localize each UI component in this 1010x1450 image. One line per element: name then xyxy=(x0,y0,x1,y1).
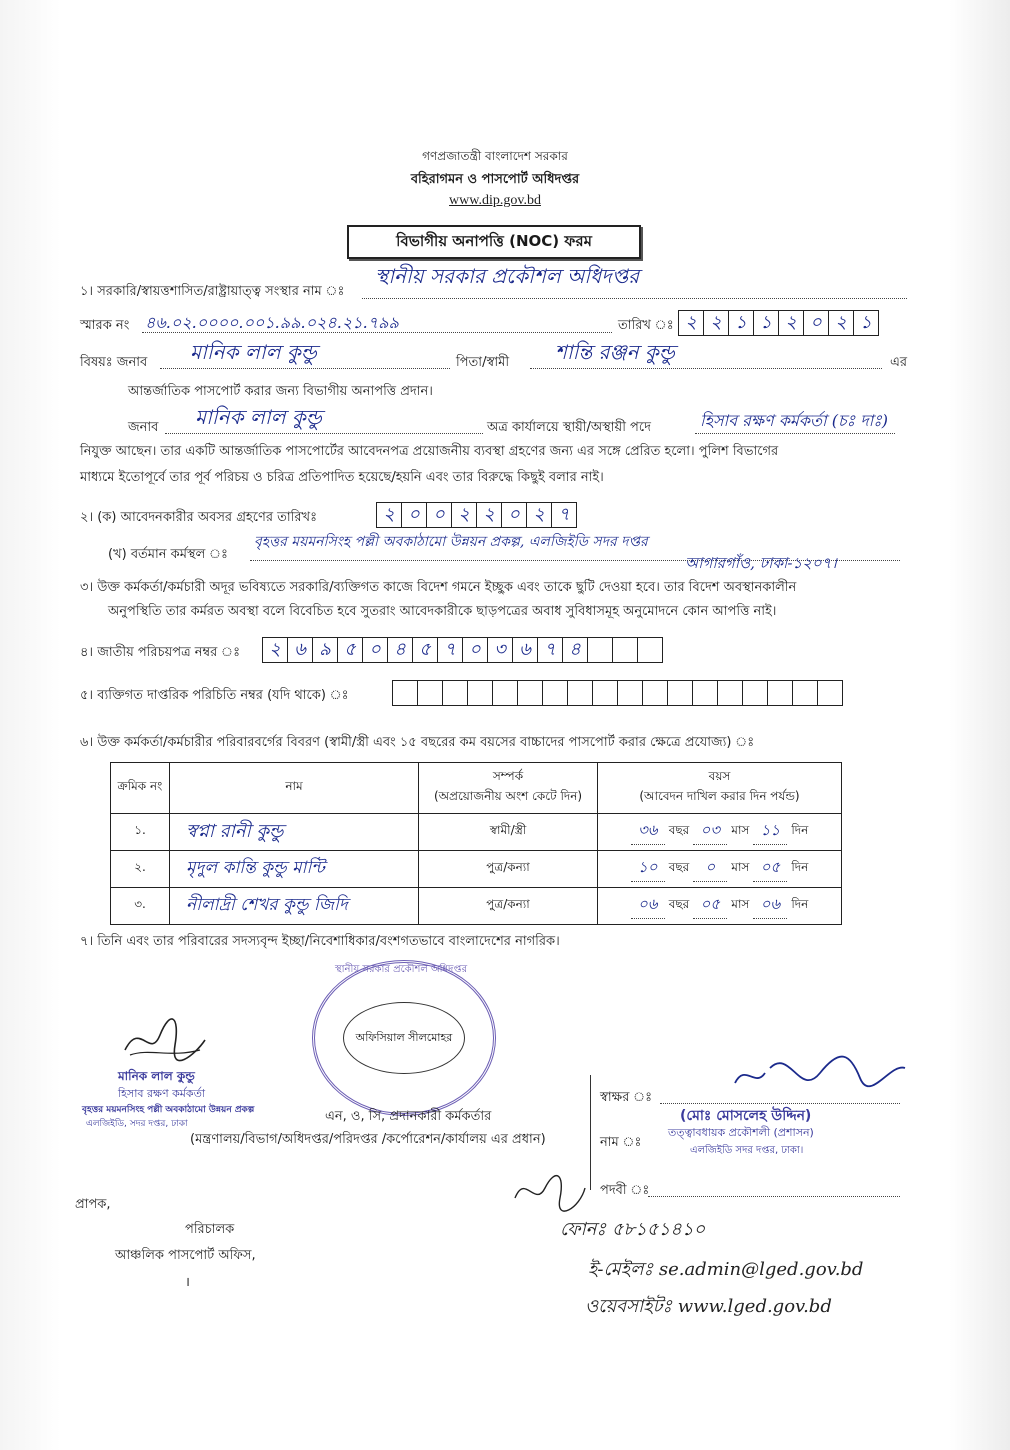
unit-day: দিন xyxy=(791,897,809,911)
applicant-stamp-name: মানিক লাল কুন্ডু xyxy=(118,1069,195,1083)
post-line xyxy=(648,1196,900,1197)
nid-digit: ০ xyxy=(463,638,488,662)
memo-date-label: তারিখ ঃ xyxy=(618,318,674,333)
office-id-digit xyxy=(643,681,668,705)
memo-value: ৪৬.০২.০০০০.০০১.৯৯.০২৪.২১.৭৯৯ xyxy=(145,313,399,332)
officer-stamp-office: এলজিইডি সদর দপ্তর, ঢাকা। xyxy=(690,1145,804,1156)
retirement-date-label: ২। (ক) আবেদনকারীর অবসর গ্রহণের তারিখঃ xyxy=(80,510,317,525)
subject-suffix: এর xyxy=(890,355,908,370)
subject-name: মানিক লাল কুন্ডু xyxy=(190,340,317,364)
office-id-digit xyxy=(468,681,493,705)
office-id-digit xyxy=(793,681,818,705)
retirement-date-digit: ২ xyxy=(527,503,552,527)
row-name: স্বপ্না রানী কুন্ডু xyxy=(170,814,419,851)
unit-year: বছর xyxy=(668,823,690,837)
family-label: ৬। উক্ত কর্মকর্তা/কর্মচারীর পরিবারবর্গের বিবরণ (স্বামী/স্ত্রী এবং ১৫ বছরের কম বয়সের বাচ্চাদের পাসপোর্ট করার ক্ষেত্রে প্রযোজ্য) ঃ xyxy=(80,735,755,750)
subject-line2: আন্তর্জাতিক পাসপোর্ট করার জন্য বিভাগীয় অনাপত্তি প্রদান। xyxy=(128,384,433,399)
unit-month: মাস xyxy=(731,860,750,874)
memo-date-digit: ১ xyxy=(729,311,754,335)
age-days: ১১ xyxy=(753,819,787,845)
item3-line2: অনুপস্থিতি তার কর্মরত অবস্থা বলে বিবেচিত হবে সুতরাং আবেদকারীকে ছাড়পত্রের অবাধ সুবিধাসমূহ অনুমোদনে কোন আপত্তি নাই। xyxy=(108,604,777,619)
father-label: পিতা/স্বামী xyxy=(456,355,510,370)
retirement-date-digit: ৭ xyxy=(558,503,570,525)
unit-month: মাস xyxy=(731,823,750,837)
table-row xyxy=(111,851,842,888)
age-months: ০ xyxy=(693,856,727,882)
para-post: হিসাব রক্ষণ কর্মকর্তা (চঃ দাঃ) xyxy=(700,411,889,430)
nid-digit: ৫ xyxy=(413,638,438,662)
recipient-office: আঞ্চলিক পাসপোর্ট অফিস, xyxy=(115,1248,256,1263)
father-name: শান্তি রঞ্জন কুন্ডু xyxy=(555,340,675,364)
col-age-title: বয়স xyxy=(708,769,731,783)
office-id-digit xyxy=(618,681,643,705)
retirement-date-digit: ০ xyxy=(402,503,427,527)
recipient-end: । xyxy=(185,1275,190,1290)
office-id-digit xyxy=(518,681,543,705)
row-age xyxy=(598,888,842,925)
retirement-date-digit: ০ xyxy=(502,503,527,527)
org-name-value: স্থানীয় সরকার প্রকৌশল অধিদপ্তর xyxy=(375,264,640,288)
col-relation-title: সম্পর্ক xyxy=(492,769,524,783)
office-id-digit xyxy=(568,681,593,705)
recipient-title: পরিচালক xyxy=(185,1222,235,1237)
nid-digit: ৪ xyxy=(563,638,588,662)
form-title-box xyxy=(347,225,641,259)
memo-date-digit: ১ xyxy=(860,311,872,333)
nid-digit: ৫ xyxy=(338,638,363,662)
row-serial: ১. xyxy=(111,814,170,851)
org-name-label: ১। সরকারি/স্বায়ত্তশাসিত/রাষ্ট্রায়াত্ত্ব সংস্থার নাম ঃ xyxy=(80,284,345,299)
retirement-date-digit: ২ xyxy=(452,503,477,527)
nid-digit: ৭ xyxy=(538,638,563,662)
recipient-label: প্রাপক, xyxy=(75,1197,111,1212)
officer-stamp-name: (মোঃ মোসলেহ উদ্দিন) xyxy=(680,1108,812,1124)
applicant-stamp-project: বৃহত্তর ময়মনসিংহ পল্লী অবকাঠামো উন্নয়ন প্রকল্প xyxy=(82,1105,255,1115)
govt-title: গণপ্রজাতন্ত্রী বাংলাদেশ সরকার xyxy=(422,149,568,163)
unit-month: মাস xyxy=(731,897,750,911)
row-name: মৃদুল কান্তি কুন্ডু মান্টি xyxy=(170,851,419,888)
memo-date-digit: ১ xyxy=(754,311,779,335)
nid-digit: ৯ xyxy=(313,638,338,662)
seal-inner-text: অফিসিয়াল সীলমোহর xyxy=(355,1030,453,1044)
workplace-value: বৃহত্তর ময়মনসিংহ পল্লী অবকাঠামো উন্নয়ন প্রকল্প, এলজিইডি সদর দপ্তর xyxy=(254,534,648,550)
memo-date-digit: ২ xyxy=(679,311,704,335)
nid-digit: ৩ xyxy=(488,638,513,662)
para-line3: মাধ্যমে ইতোপূর্বে তার পূর্ব পরিচয় ও চরিত্র প্রতিপাদিত হয়েছে/হয়নি এবং তার বিরুদ্ধে কিছুই বলার নাই। xyxy=(80,470,604,485)
office-id-digit xyxy=(743,681,768,705)
office-id-digit xyxy=(393,681,418,705)
officer-website: ওয়েবসাইটঃ www.lged.gov.bd xyxy=(585,1296,832,1317)
retirement-date-boxes xyxy=(376,502,577,528)
form-title: বিভাগীয় অনাপত্তি (NOC) ফরম xyxy=(396,231,592,250)
row-serial: ২. xyxy=(111,851,170,888)
col-serial: ক্রমিক নং xyxy=(111,763,170,814)
nid-digit: ৭ xyxy=(438,638,463,662)
nid-digit: ৬ xyxy=(288,638,313,662)
nid-boxes xyxy=(262,637,663,663)
age-years: ১০ xyxy=(631,856,665,882)
nid-digit xyxy=(638,638,662,662)
office-id-digit xyxy=(818,681,842,705)
memo-date-digit: ২ xyxy=(704,311,729,335)
row-relation: স্বামী/স্ত্রী xyxy=(419,814,598,851)
nid-digit: ৪ xyxy=(388,638,413,662)
signature-divider xyxy=(590,1075,592,1190)
applicant-signature-icon xyxy=(120,1010,210,1065)
col-age xyxy=(598,763,842,814)
row-age xyxy=(598,851,842,888)
officer-phone: ফোনঃ ৫৮১৫১৪১০ xyxy=(560,1219,706,1240)
department-title: বহিরাগমন ও পাসপোর্ট অধিদপ্তর xyxy=(410,172,580,187)
row-name: নীলাদ্রী শেখর কুন্ডু জিদি xyxy=(170,888,419,925)
nid-digit xyxy=(613,638,638,662)
memo-date-digit: ২ xyxy=(829,311,854,335)
office-id-digit xyxy=(693,681,718,705)
row-serial: ৩. xyxy=(111,888,170,925)
subject-label: বিষয়ঃ জনাব xyxy=(80,355,148,370)
office-id-digit xyxy=(668,681,693,705)
post-label: পদবী ঃ xyxy=(600,1183,650,1198)
para-name: মানিক লাল কুন্ডু xyxy=(195,405,322,429)
item3-line1: ৩। উক্ত কর্মকর্তা/কর্মচারী অদূর ভবিষ্যতে সরকারি/ব্যক্তিগত কাজে বিদেশ গমনে ইচ্ছুক এবং তাকে ছুটি দেওয়া হবে। তার বিদেশ অবস্থানকালীন xyxy=(80,580,797,595)
org-name-line xyxy=(362,298,907,299)
age-months: ০৩ xyxy=(693,819,727,845)
seal-ring-text: স্থানীয় সরকার প্রকৌশল অধিদপ্তর xyxy=(335,964,468,975)
unit-year: বছর xyxy=(668,897,690,911)
unit-year: বছর xyxy=(668,860,690,874)
office-id-digit xyxy=(443,681,468,705)
office-id-digit xyxy=(418,681,443,705)
col-age-note: (আবেদন দাখিল করার দিন পর্যন্ড) xyxy=(639,789,800,803)
retirement-date-digit: ২ xyxy=(377,503,402,527)
department-url: www.dip.gov.bd xyxy=(449,193,541,208)
officer-email: ই-মেইলঃ se.admin@lged.gov.bd xyxy=(588,1259,864,1280)
workplace-value-line2: আগারগাঁও, ঢাকা-১২০৭। xyxy=(685,554,837,572)
age-days: ০৫ xyxy=(753,856,787,882)
age-years: ৩৬ xyxy=(631,819,665,845)
seal-inner xyxy=(343,1002,465,1074)
row-age xyxy=(598,814,842,851)
memo-date-boxes xyxy=(678,310,879,336)
issuer-line2: (মন্ত্রণালয়/বিভাগ/অধিদপ্তর/পরিদপ্তর /কর্পোরেশন/কার্যালয় এর প্রধান) xyxy=(190,1132,546,1147)
workplace-label: (খ) বর্তমান কর্মস্থল ঃ xyxy=(108,547,228,562)
para-mid: অত্র কার্যালয়ে স্থায়ী/অস্থায়ী পদে xyxy=(487,420,651,435)
unit-day: দিন xyxy=(791,823,809,837)
nid-label: ৪। জাতীয় পরিচয়পত্র নম্বর ঃ xyxy=(80,645,241,660)
officer-signature-icon xyxy=(730,1043,910,1103)
table-row xyxy=(111,888,842,925)
memo-date-digit: ০ xyxy=(804,311,829,335)
applicant-stamp-office: এলজিইডি, সদর দপ্তর, ঢাকা xyxy=(86,1119,188,1129)
col-relation xyxy=(419,763,598,814)
row-relation: পুত্র/কন্যা xyxy=(419,851,598,888)
col-name: নাম xyxy=(170,763,419,814)
officer-stamp-post: তত্ত্বাবধায়ক প্রকৌশলী (প্রশাসন) xyxy=(668,1126,814,1139)
memo-label: স্মারক নং xyxy=(80,318,130,333)
nid-digit: ০ xyxy=(363,638,388,662)
citizenship-statement: ৭। তিনি এবং তার পরিবারের সদস্যবৃন্দ ইচ্ছা/নিবেশাধিকার/বংশগতভাবে বাংলাদেশের নাগরিক। xyxy=(80,934,560,949)
col-relation-note: (অপ্রয়োজনীয় অংশ কেটে দিন) xyxy=(433,789,583,803)
age-months: ০৫ xyxy=(693,893,727,919)
office-id-digit xyxy=(543,681,568,705)
office-id-digit xyxy=(593,681,618,705)
row-relation: পুত্র/কন্যা xyxy=(419,888,598,925)
signature-label: স্বাক্ষর ঃ xyxy=(600,1090,653,1105)
applicant-stamp-post: হিসাব রক্ষণ কর্মকর্তা xyxy=(118,1087,206,1100)
office-id-digit xyxy=(768,681,793,705)
office-id-digit xyxy=(718,681,743,705)
retirement-date-digit: ২ xyxy=(477,503,502,527)
name-label: নাম ঃ xyxy=(600,1135,642,1150)
nid-digit: ২ xyxy=(263,638,288,662)
office-id-digit xyxy=(493,681,518,705)
para-line2: নিযুক্ত আছেন। তার একটি আন্তর্জাতিক পাসপোর্টের আবেদনপত্র প্রয়োজনীয় ব্যবস্থা গ্রহণের জন্য এর সঙ্গে প্রেরিত হলো। পুলিশ বিভাগের xyxy=(80,444,779,459)
issuer-line1: এন, ও, সি, প্রদানকারী কর্মকর্তার xyxy=(325,1109,492,1124)
office-id-boxes xyxy=(392,680,843,706)
memo-date-digit: ২ xyxy=(779,311,804,335)
family-table xyxy=(110,762,842,925)
table-row xyxy=(111,814,842,851)
office-id-label: ৫। ব্যক্তিগত দাপ্তরিক পরিচিতি নম্বর (যদি থাকে) ঃ xyxy=(80,688,349,703)
nid-digit xyxy=(588,638,613,662)
official-seal xyxy=(312,960,496,1116)
retirement-date-digit: ০ xyxy=(427,503,452,527)
nid-digit: ৬ xyxy=(513,638,538,662)
para-prefix: জনাব xyxy=(128,420,159,435)
age-years: ০৬ xyxy=(631,893,665,919)
age-days: ০৬ xyxy=(753,893,787,919)
unit-day: দিন xyxy=(791,860,809,874)
